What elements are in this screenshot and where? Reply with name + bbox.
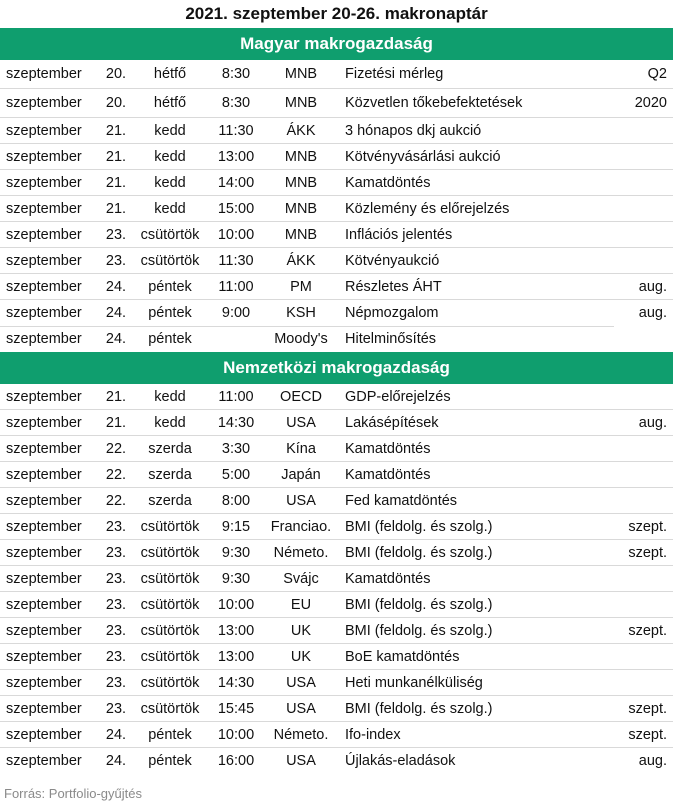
institution-cell: OECD (280, 388, 322, 405)
institution-cell: Németo. (273, 726, 329, 743)
time-cell: 11:30 (218, 122, 254, 139)
month-cell: szeptember (6, 331, 82, 347)
table-row (0, 170, 673, 196)
month-cell: szeptember (6, 252, 82, 269)
month-cell: szeptember (6, 648, 82, 665)
institution-cell: ÁKK (286, 252, 316, 269)
time-cell: 8:30 (221, 66, 251, 82)
event-cell: Közlemény és előrejelzés (345, 200, 510, 217)
table-row (0, 300, 673, 326)
time-cell: 10:00 (217, 726, 255, 743)
institution-cell: MNB (284, 148, 318, 165)
month-cell: szeptember (6, 596, 82, 613)
time-cell: 10:00 (217, 596, 255, 613)
period-cell: szept. (628, 726, 667, 743)
month-cell: szeptember (6, 388, 82, 405)
institution-cell: USA (286, 674, 316, 691)
event-cell: Részletes ÁHT (345, 278, 442, 295)
period-cell: szept. (628, 700, 667, 717)
day-cell: 21. (105, 174, 127, 191)
month-cell: szeptember (6, 174, 82, 191)
weekday-cell: csütörtök (140, 622, 200, 639)
weekday-cell: kedd (154, 200, 186, 217)
table-row (0, 326, 673, 352)
time-cell: 11:00 (218, 278, 254, 295)
table-row (0, 540, 673, 566)
institution-cell: MNB (284, 66, 318, 82)
event-cell: BoE kamatdöntés (345, 648, 460, 665)
weekday-cell: szerda (148, 492, 192, 509)
time-cell: 9:15 (221, 518, 251, 535)
event-cell: Hitelminősítés (345, 331, 437, 347)
institution-cell: USA (286, 492, 316, 509)
event-cell: Lakásépítések (345, 414, 439, 431)
institution-cell: Németo. (273, 544, 329, 561)
calendar-table-hungarian (0, 60, 673, 352)
table-row (0, 462, 673, 488)
weekday-cell: szerda (148, 440, 192, 457)
day-cell: 23. (105, 226, 127, 243)
table-row (0, 196, 673, 222)
table-row (0, 222, 673, 248)
table-row (0, 722, 673, 748)
day-cell: 23. (105, 622, 127, 639)
weekday-cell: csütörtök (140, 226, 200, 243)
time-cell: 13:00 (217, 622, 255, 639)
event-cell: Kamatdöntés (345, 466, 431, 483)
weekday-cell: kedd (154, 414, 186, 431)
weekday-cell: hétfő (153, 66, 187, 82)
day-cell: 21. (105, 388, 127, 405)
event-cell: Kötvényaukció (345, 252, 440, 269)
institution-cell: Franciao. (270, 518, 332, 535)
month-cell: szeptember (6, 544, 82, 561)
table-row (0, 410, 673, 436)
table-row (0, 696, 673, 722)
weekday-cell: csütörtök (140, 674, 200, 691)
period-cell: szept. (628, 518, 667, 535)
section-header-international: Nemzetközi makrogazdaság (0, 352, 673, 384)
day-cell: 20. (105, 95, 127, 111)
institution-cell: MNB (284, 226, 318, 243)
event-cell: Heti munkanélküliség (345, 674, 483, 691)
month-cell: szeptember (6, 753, 82, 769)
institution-cell: USA (286, 700, 316, 717)
weekday-cell: kedd (154, 148, 186, 165)
calendar-table-international (0, 384, 673, 774)
month-cell: szeptember (6, 700, 82, 717)
source-note: Forrás: Portfolio-gyűjtés (4, 786, 142, 801)
month-cell: szeptember (6, 414, 82, 431)
day-cell: 24. (105, 753, 127, 769)
table-row (0, 592, 673, 618)
day-cell: 21. (105, 148, 127, 165)
weekday-cell: kedd (154, 388, 186, 405)
institution-cell: MNB (284, 95, 318, 111)
month-cell: szeptember (6, 226, 82, 243)
month-cell: szeptember (6, 466, 82, 483)
weekday-cell: kedd (154, 174, 186, 191)
institution-cell: MNB (284, 174, 318, 191)
month-cell: szeptember (6, 518, 82, 535)
time-cell: 14:30 (217, 674, 255, 691)
table-row (0, 144, 673, 170)
weekday-cell: péntek (148, 305, 192, 321)
weekday-cell: csütörtök (140, 700, 200, 717)
day-cell: 23. (105, 596, 127, 613)
weekday-cell: csütörtök (140, 570, 200, 587)
day-cell: 23. (105, 700, 127, 717)
event-cell: Inflációs jelentés (345, 226, 453, 243)
weekday-cell: csütörtök (140, 648, 200, 665)
institution-cell: PM (290, 278, 312, 295)
time-cell: 15:00 (217, 200, 255, 217)
period-cell: szept. (628, 622, 667, 639)
month-cell: szeptember (6, 726, 82, 743)
institution-cell: USA (286, 753, 316, 769)
month-cell: szeptember (6, 674, 82, 691)
month-cell: szeptember (6, 570, 82, 587)
day-cell: 24. (105, 726, 127, 743)
day-cell: 23. (105, 648, 127, 665)
event-cell: BMI (feldolg. és szolg.) (345, 596, 493, 613)
time-cell: 14:00 (217, 174, 255, 191)
month-cell: szeptember (6, 622, 82, 639)
month-cell: szeptember (6, 148, 82, 165)
weekday-cell: csütörtök (140, 252, 200, 269)
day-cell: 22. (105, 466, 127, 483)
table-row (0, 618, 673, 644)
institution-cell: UK (290, 622, 312, 639)
table-row (0, 566, 673, 592)
weekday-cell: péntek (148, 753, 192, 769)
day-cell: 21. (105, 414, 127, 431)
period-cell: aug. (638, 305, 667, 321)
event-cell: Kötvényvásárlási aukció (345, 148, 501, 165)
time-cell: 8:30 (221, 95, 251, 111)
time-cell: 5:00 (221, 466, 251, 483)
day-cell: 23. (105, 252, 127, 269)
day-cell: 24. (105, 305, 127, 321)
weekday-cell: kedd (154, 122, 186, 139)
event-cell: Fizetési mérleg (345, 66, 444, 82)
day-cell: 24. (105, 331, 127, 347)
event-cell: Közvetlen tőkebefektetések (345, 95, 523, 111)
day-cell: 22. (105, 440, 127, 457)
month-cell: szeptember (6, 278, 82, 295)
weekday-cell: szerda (148, 466, 192, 483)
table-row (0, 644, 673, 670)
event-cell: BMI (feldolg. és szolg.) (345, 518, 493, 535)
day-cell: 23. (105, 674, 127, 691)
event-cell: Népmozgalom (345, 305, 439, 321)
day-cell: 20. (105, 66, 127, 82)
time-cell: 9:00 (221, 305, 251, 321)
day-cell: 21. (105, 122, 127, 139)
event-cell: BMI (feldolg. és szolg.) (345, 544, 493, 561)
table-row (0, 436, 673, 462)
institution-cell: MNB (284, 200, 318, 217)
table-row (0, 118, 673, 144)
table-row (0, 514, 673, 540)
weekday-cell: péntek (148, 726, 192, 743)
time-cell (208, 326, 264, 352)
table-row (0, 384, 673, 410)
time-cell: 9:30 (221, 570, 251, 587)
month-cell: szeptember (6, 305, 82, 321)
weekday-cell: péntek (148, 331, 192, 347)
event-cell: Újlakás-eladások (345, 753, 456, 769)
table-row (0, 748, 673, 774)
time-cell: 13:00 (217, 148, 255, 165)
event-cell: Kamatdöntés (345, 174, 431, 191)
day-cell: 24. (105, 278, 127, 295)
page-title: 2021. szeptember 20-26. makronaptár (185, 4, 488, 23)
institution-cell: KSH (286, 305, 316, 321)
month-cell: szeptember (6, 492, 82, 509)
table-row (0, 670, 673, 696)
day-cell: 22. (105, 492, 127, 509)
time-cell: 11:30 (218, 252, 254, 269)
table-row (0, 60, 673, 89)
institution-cell: USA (286, 414, 316, 431)
time-cell: 11:00 (218, 388, 254, 405)
period-cell: szept. (628, 544, 667, 561)
period-cell: aug. (638, 278, 667, 295)
period-cell: aug. (638, 753, 667, 769)
event-cell: Ifo-index (345, 726, 401, 743)
institution-cell: Svájc (283, 570, 319, 587)
time-cell: 3:30 (221, 440, 251, 457)
event-cell: Fed kamatdöntés (345, 492, 458, 509)
day-cell: 23. (105, 518, 127, 535)
institution-cell: ÁKK (286, 122, 316, 139)
period-cell: aug. (638, 414, 667, 431)
time-cell: 15:45 (217, 700, 255, 717)
day-cell: 21. (105, 200, 127, 217)
event-cell: 3 hónapos dkj aukció (345, 122, 482, 139)
institution-cell: Japán (281, 466, 321, 483)
month-cell: szeptember (6, 440, 82, 457)
table-row (0, 274, 673, 300)
time-cell: 8:00 (221, 492, 251, 509)
weekday-cell: péntek (148, 278, 192, 295)
weekday-cell: csütörtök (140, 544, 200, 561)
time-cell: 14:30 (217, 414, 255, 431)
table-row (0, 488, 673, 514)
institution-cell: Kína (286, 440, 316, 457)
month-cell: szeptember (6, 200, 82, 217)
weekday-cell: csütörtök (140, 596, 200, 613)
section-header-hungarian: Magyar makrogazdaság (0, 28, 673, 60)
time-cell: 9:30 (221, 544, 251, 561)
month-cell: szeptember (6, 66, 82, 82)
table-row (0, 89, 673, 118)
time-cell: 10:00 (217, 226, 255, 243)
day-cell: 23. (105, 544, 127, 561)
institution-cell: EU (290, 596, 312, 613)
period-cell: 2020 (634, 95, 667, 111)
period-cell: Q2 (647, 66, 667, 82)
event-cell: BMI (feldolg. és szolg.) (345, 700, 493, 717)
event-cell: Kamatdöntés (345, 440, 431, 457)
event-cell: BMI (feldolg. és szolg.) (345, 622, 493, 639)
month-cell: szeptember (6, 122, 82, 139)
table-row (0, 248, 673, 274)
weekday-cell: csütörtök (140, 518, 200, 535)
institution-cell: UK (290, 648, 312, 665)
day-cell: 23. (105, 570, 127, 587)
event-cell: GDP-előrejelzés (345, 388, 451, 405)
month-cell: szeptember (6, 95, 82, 111)
time-cell: 13:00 (217, 648, 255, 665)
event-cell: Kamatdöntés (345, 570, 431, 587)
institution-cell: Moody's (274, 331, 328, 347)
time-cell: 16:00 (217, 753, 255, 769)
weekday-cell: hétfő (153, 95, 187, 111)
